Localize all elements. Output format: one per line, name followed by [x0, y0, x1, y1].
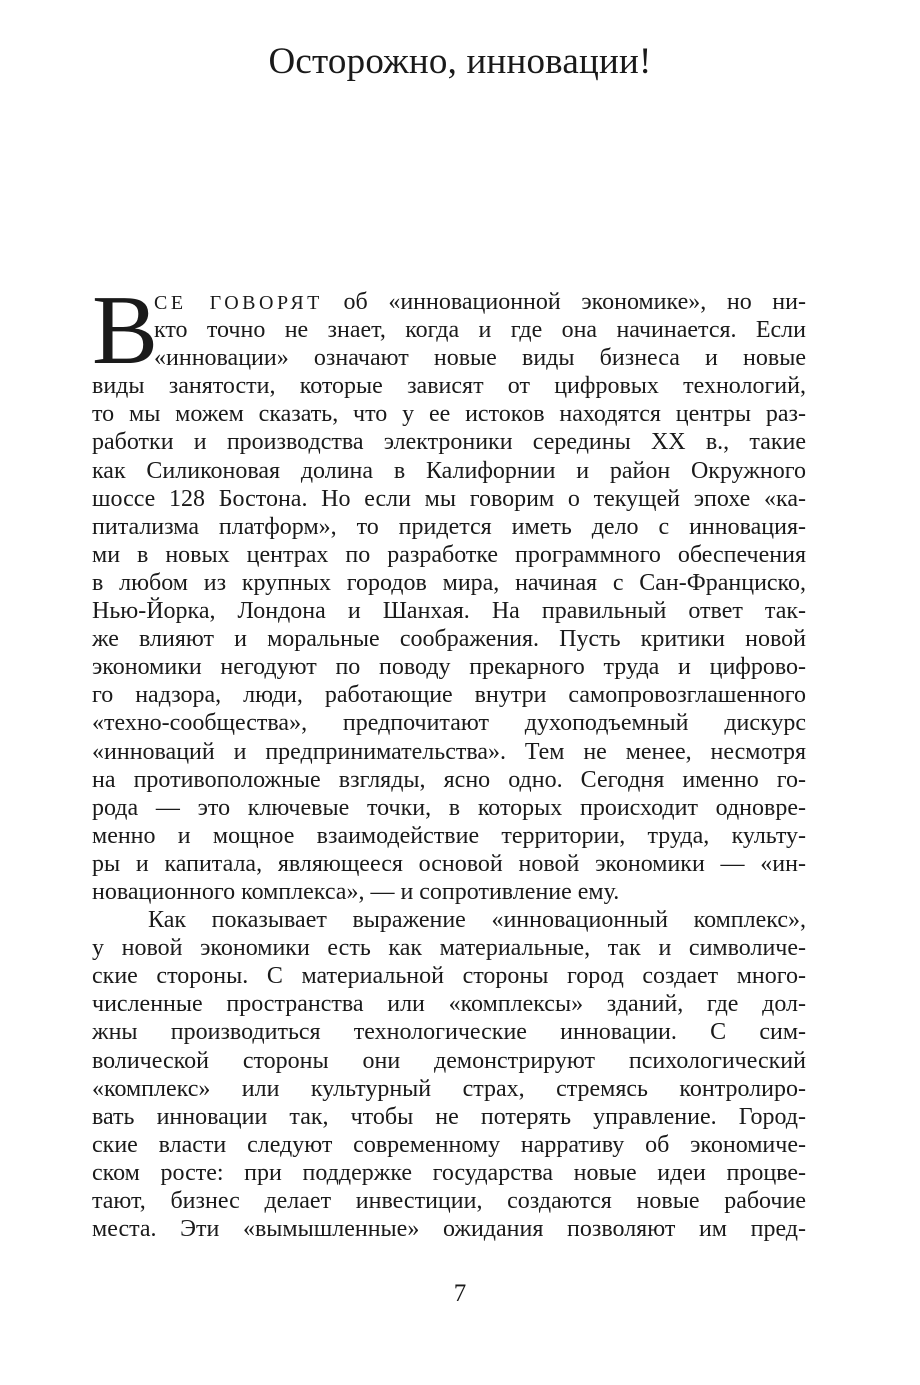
text-line: места. Эти «вымышленные» ожидания позволяют им пред- — [92, 1216, 806, 1243]
text-line: ском росте: при поддержке государства новые идеи процве- — [92, 1159, 806, 1186]
text-line: экономики негодуют по поводу прекарного труда и цифрово- — [92, 654, 806, 681]
text-line: «инновации» означают новые виды бизнеса и новые — [154, 345, 806, 372]
text-line: жны производиться технологические инновации. С сим- — [92, 1019, 806, 1046]
text-line: на противоположные взгляды, ясно одно. Сегодня именно го- — [92, 766, 806, 793]
text-line: численные пространства или «комплексы» зданий, где дол- — [92, 991, 806, 1018]
text-line: питализма платформ», то придется иметь дело с инновация- — [92, 513, 806, 540]
text-line: в любом из крупных городов мира, начиная с Сан-Франциско, — [92, 569, 806, 596]
text-line: го надзора, люди, работающие внутри самопровозглашенного — [92, 682, 806, 709]
text-line: тают, бизнес делает инвестиции, создаются новые рабочие — [92, 1188, 806, 1214]
text-line: же влияют и моральные соображения. Пусть критики новой — [92, 626, 806, 653]
text-line: у новой экономики есть как материальные, так и символиче- — [92, 935, 806, 962]
drop-cap: В — [92, 276, 159, 385]
text-line: рода — это ключевые точки, в которых происходит одновре- — [92, 794, 806, 821]
text-line: как Силиконовая долина в Калифорнии и район Окружного — [92, 457, 806, 484]
text-line: работки и производства электроники середины XX в., такие — [92, 429, 806, 456]
text-line: виды занятости, которые зависят от цифровых технологий, — [92, 373, 806, 400]
paragraph-2 — [92, 906, 806, 1243]
text-line: ры и капитала, являющееся основой новой экономики — «ин- — [92, 850, 806, 877]
text-line: волической стороны они демонстрируют психологический — [92, 1047, 806, 1074]
text-line: «техно-сообщества», предпочитают духоподъемный дискурс — [92, 710, 806, 737]
text-line: то мы можем сказать, что у ее истоков находятся центры раз- — [92, 401, 806, 428]
text-line: «комплекс» или культурный страх, стремясь контролиро- — [92, 1075, 806, 1102]
text-line: ские стороны. С материальной стороны город создает много- — [92, 963, 806, 990]
small-caps-lead: СЕ ГОВОРЯТ — [154, 292, 323, 314]
text-line: Как показывает выражение «инновационный комплекс», — [148, 907, 806, 934]
body-text — [92, 276, 806, 1243]
page-number: 7 — [453, 1280, 467, 1307]
text-line: вать инновации так, чтобы не потерять управление. Город- — [92, 1103, 806, 1130]
chapter-title: Осторожно, инновации! — [268, 41, 652, 82]
text-line: ские власти следуют современному нарративу об экономиче- — [92, 1131, 806, 1158]
text-line: СЕ ГОВОРЯТ об «инновационной экономике», но ни- — [154, 289, 806, 315]
text-line: кто точно не знает, когда и где она начинается. Если — [154, 317, 806, 344]
text-line: Нью-Йорка, Лондона и Шанхая. На правильный ответ так- — [92, 598, 806, 625]
text-line: новационного комплекса», — и сопротивление ему. — [92, 878, 620, 905]
text-line: «инноваций и предпринимательства». Тем не менее, несмотря — [92, 738, 806, 765]
text-line: менно и мощное взаимодействие территории, труда, культу- — [92, 822, 806, 849]
paragraph-1 — [92, 276, 806, 906]
text-line: шоссе 128 Бостона. Но если мы говорим о текущей эпохе «ка- — [92, 485, 806, 512]
text-line: ми в новых центрах по разработке программного обеспечения — [92, 541, 806, 568]
